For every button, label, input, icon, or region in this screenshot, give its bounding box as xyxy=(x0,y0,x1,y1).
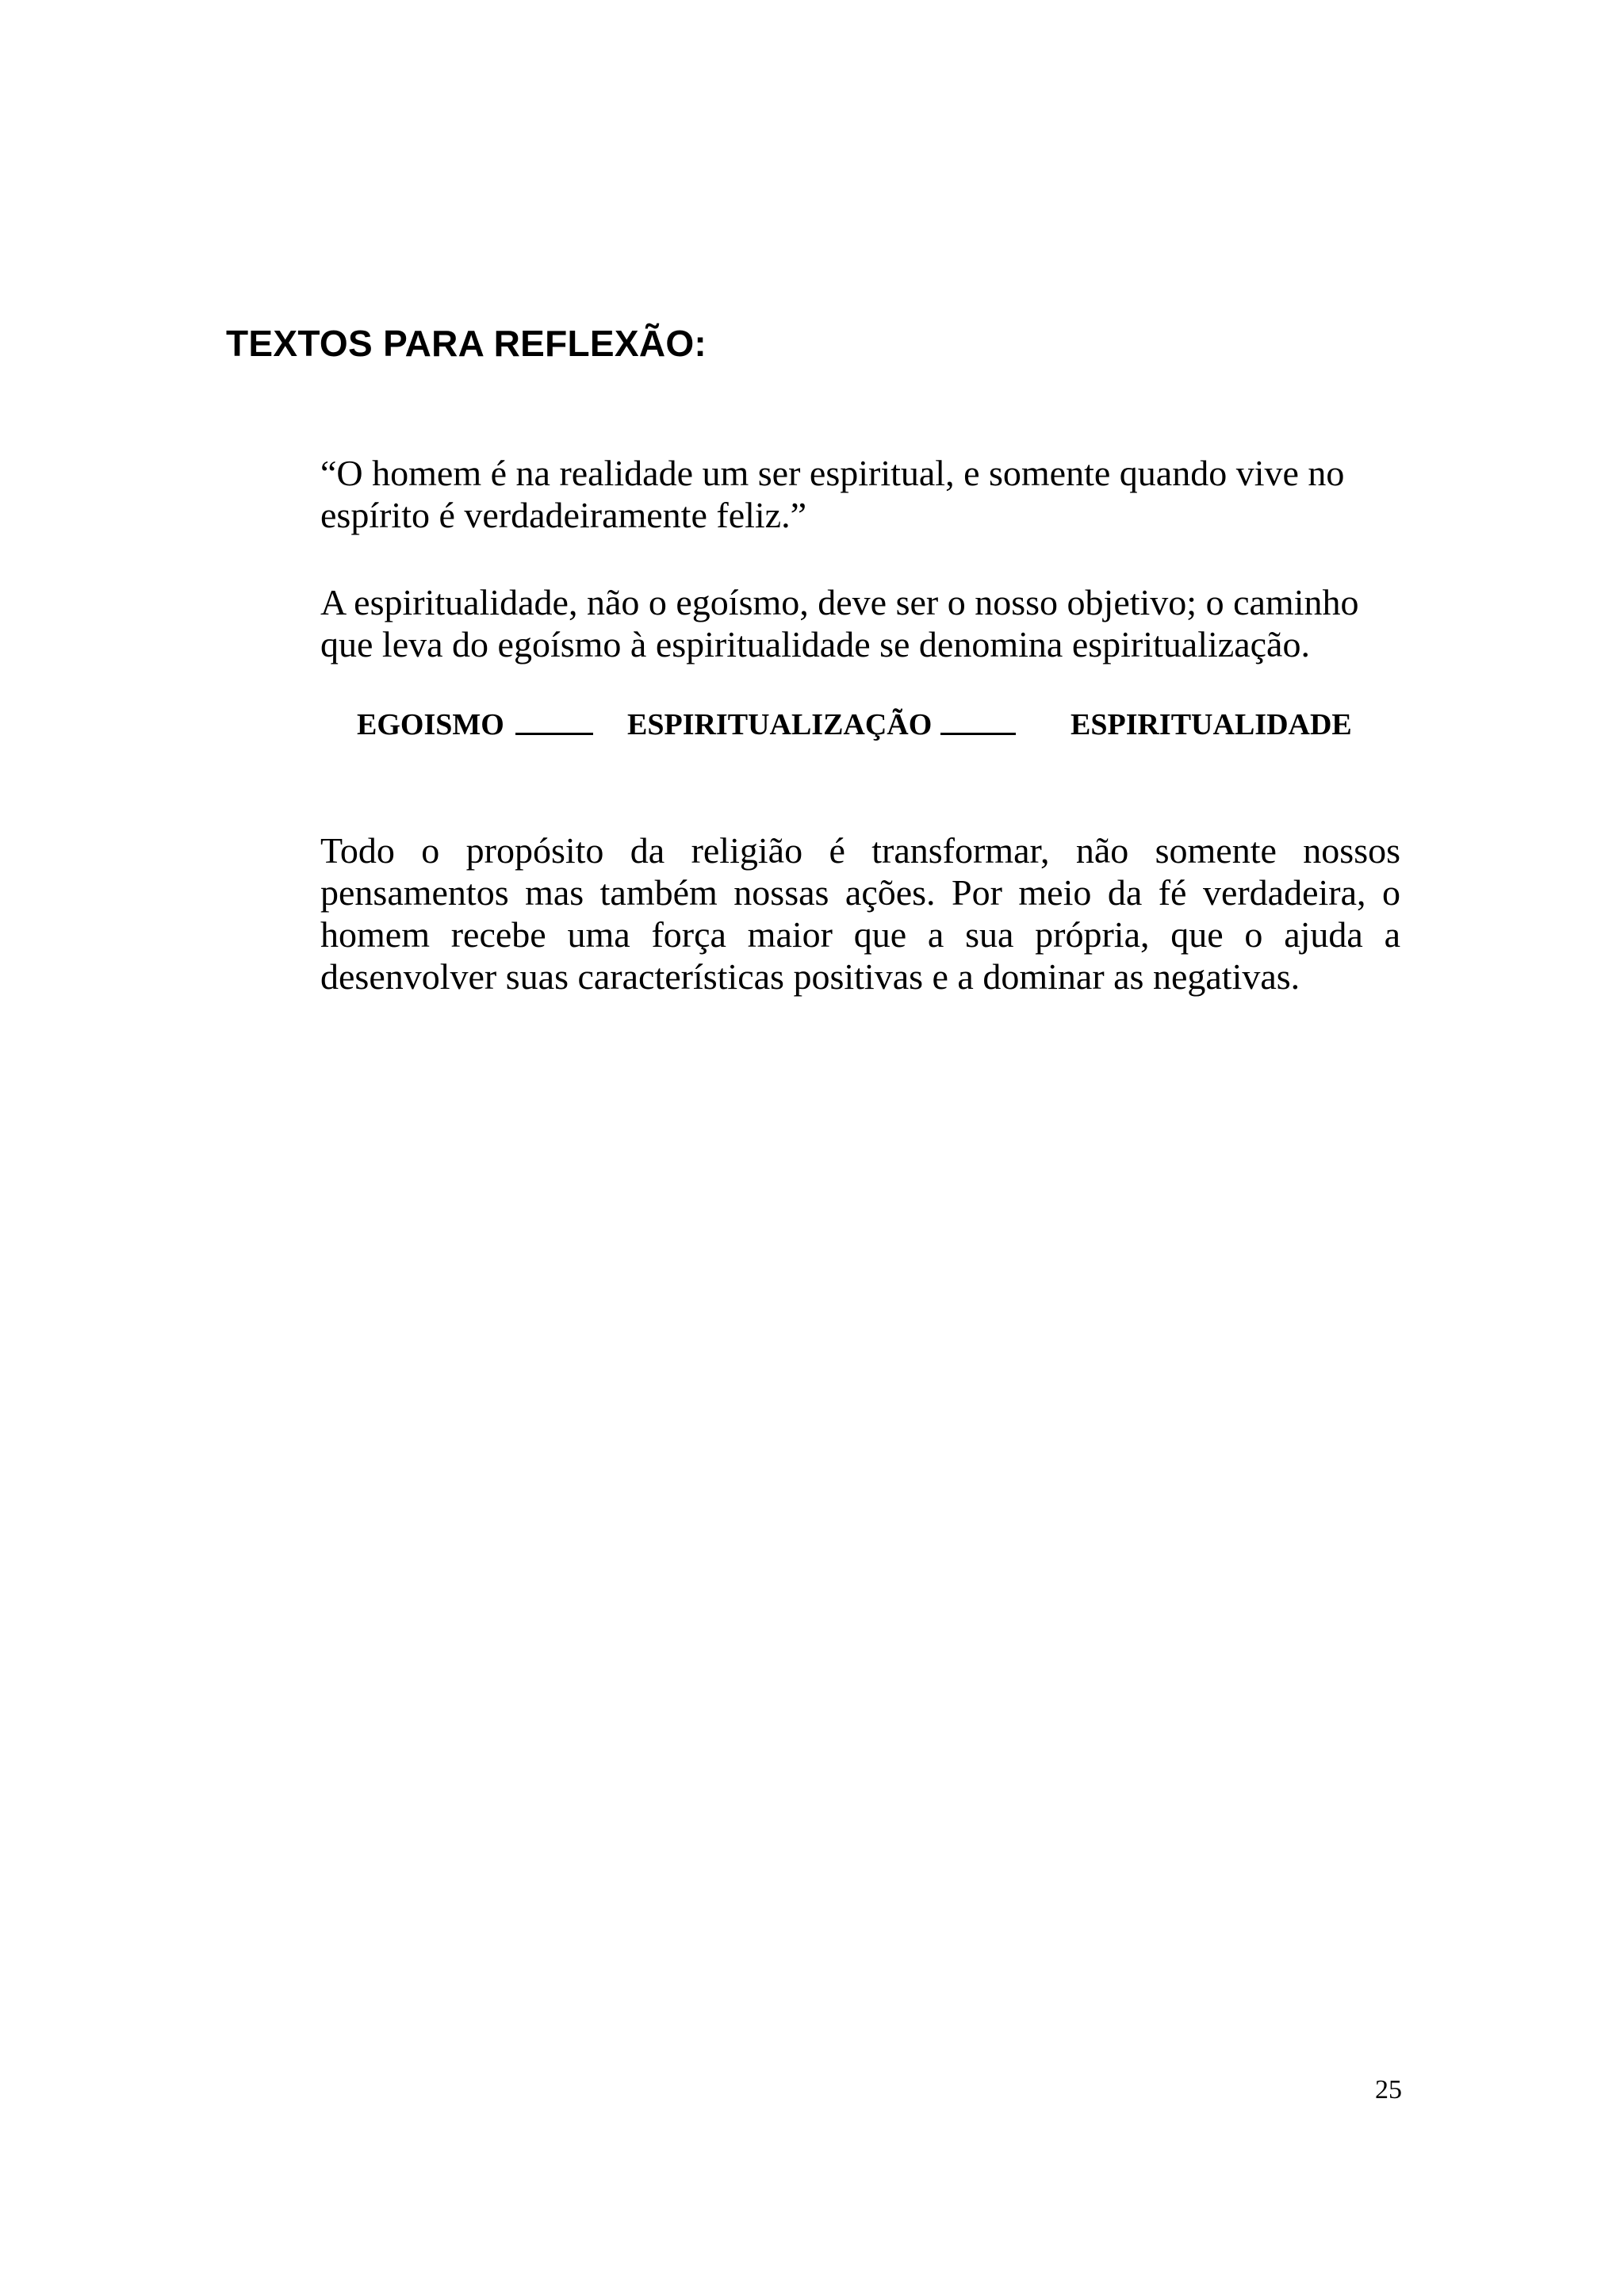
flow-term-spiritualization: ESPIRITUALIZAÇÃO xyxy=(627,708,933,741)
page-number: 25 xyxy=(1375,2075,1402,2104)
flow-term-spirituality: ESPIRITUALIDADE xyxy=(1071,708,1352,741)
flow-connector-line xyxy=(515,733,593,735)
flow-term-egoism: EGOISMO xyxy=(357,708,504,741)
flow-connector-line xyxy=(940,733,1016,735)
section-heading: TEXTOS PARA REFLEXÃO: xyxy=(226,323,707,364)
progression-diagram xyxy=(0,703,1624,747)
religion-purpose-paragraph: Todo o propósito da religião é transformar, não somente nossos pensamentos mas também nossas ações. Por meio da fé verdadeira, o homem recebe uma força maior que a sua própria, que o ajuda a desenvolver suas características positivas e a dominar as negativas. xyxy=(320,830,1400,997)
quote-paragraph: “O homem é na realidade um ser espiritual, e somente quando vive no espírito é verdadeiramente feliz.” xyxy=(320,453,1345,535)
spirituality-paragraph: A espiritualidade, não o egoísmo, deve ser o nosso objetivo; o caminho que leva do egoísmo à espiritualidade se denomina espiritualização. xyxy=(320,582,1359,664)
